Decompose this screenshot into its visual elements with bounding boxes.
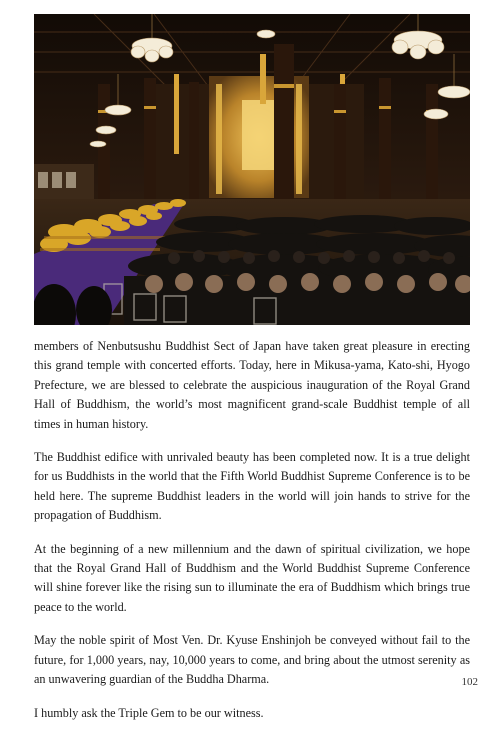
paragraph-1: members of Nenbutsushu Buddhist Sect of Japan have taken great pleasure in erecting this grand temple with concerted efforts. Today, here in Mikusa-yama, Kato-shi, Hyogo Prefecture, we are blessed to celebrate the auspicious inauguration of the Royal Grand Hall of Buddhism, the world’s most magnificent grand-scale Buddhist temple of all times in human history. [34,339,470,431]
paragraph-4: May the noble spirit of Most Ven. Dr. Kyuse Enshinjoh be conveyed without fail to the future, for 1,000 years, nay, 10,000 years to come, and bring about the utmost serenity as an unwavering guardian of the Buddha Dharma. [34,633,470,687]
paragraph-3: At the beginning of a new millennium and the dawn of spiritual civilization, we hope that the Royal Grand Hall of Buddhism and the World Buddhist Supreme Conference will shine forever like the rising sun to illuminate the era of Buddhism which brings true peace to the world. [34,541,470,614]
paragraph-2: The Buddhist edifice with unrivaled beauty has been completed now. It is a true delight for us Buddhists in the world that the Fifth World Buddhist Supreme Conference is to be held here. The supreme Buddhist leaders in the world will join hands to strive for the propagation of Buddhism. [34,450,470,523]
temple-hall-illustration [34,14,470,325]
temple-hall-ceremony-photo [34,14,470,325]
page-number: 102 [461,676,478,688]
paragraph-5: I humbly ask the Triple Gem to be our witness. [34,705,264,720]
body-text [34,337,470,737]
